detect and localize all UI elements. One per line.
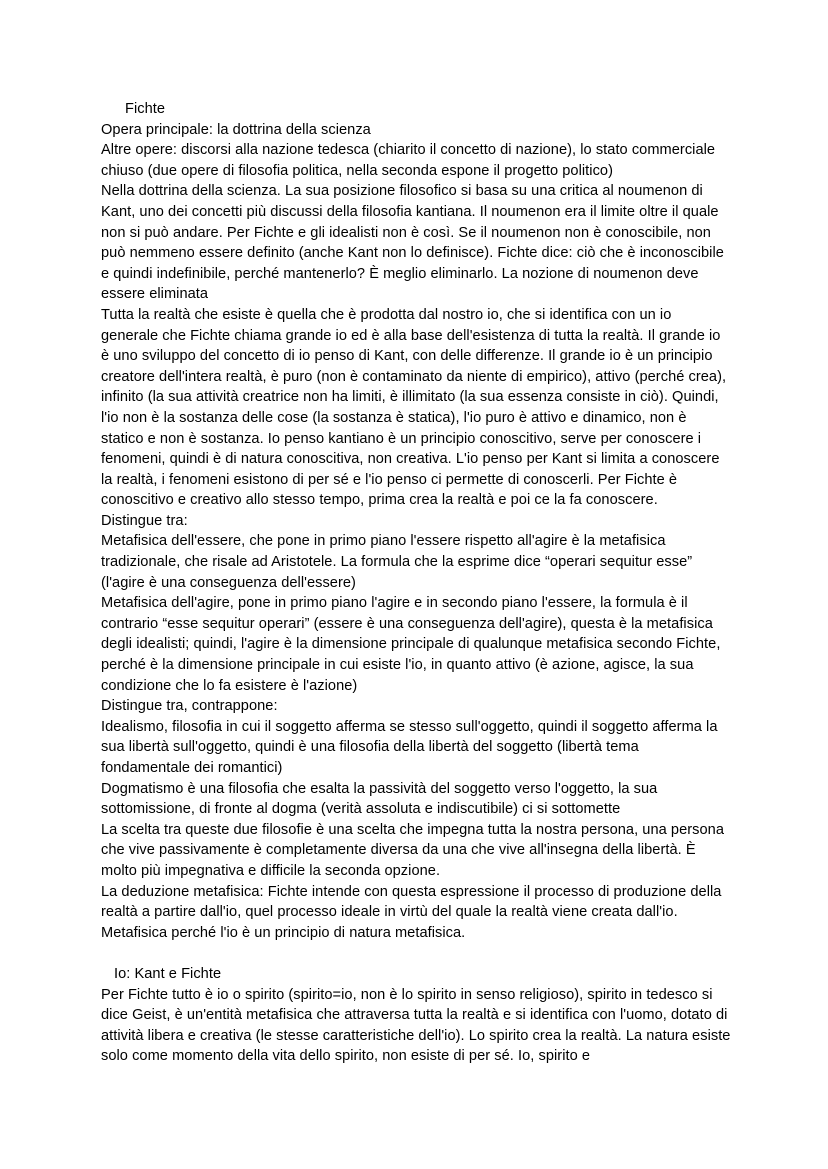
- paragraph: La deduzione metafisica: Fichte intende con questa espressione il processo di produzione della realtà a partire dall'io, quel processo ideale in virtù del quale la realtà viene creata dall'io. Metafisica perché l'io è un principio di natura metafisica.: [101, 883, 722, 941]
- paragraph: Metafisica dell'agire, pone in primo piano l'agire e in secondo piano l'essere, la formula è il contrario “esse sequitur operari” (essere è una conseguenza dell'agire), questa è la metafisica degli idealisti; quindi, l'agire è la dimensione principale di qualunque metafisica secondo Fichte, perché è la dimensione principale in cui esiste l'io, in quanto attivo (è azione, agisce, la sua condizione che lo fa esistere è l'azione): [101, 595, 721, 694]
- paragraph: Distingue tra:: [101, 512, 188, 529]
- document-body: [101, 99, 731, 1067]
- section-heading-io-kant-fichte: Io: Kant e Fichte: [114, 965, 222, 982]
- paragraph: Distingue tra, contrappone:: [101, 698, 278, 715]
- paragraph: Per Fichte tutto è io o spirito (spirito=io, non è lo spirito in senso religioso), spirito in tedesco si dice Geist, è un'entità metafisica che attraversa tutta la realtà e si identifica con l'uomo, dotato di attività libera e creativa (le stesse caratteristiche dell'io). Lo spirito crea la realtà. La natura esiste solo come momento della vita dello spirito, non esiste di per sé. Io, spirito e: [101, 986, 731, 1065]
- paragraph: Tutta la realtà che esiste è quella che è prodotta dal nostro io, che si identifica con un io generale che Fichte chiama grande io ed è alla base dell'esistenza di tutta la realtà. Il grande io è uno sviluppo del concetto di io penso di Kant, con delle differenze. Il grande io è un principio creatore dell'intera realtà, è puro (non è contaminato da niente di empirico), attivo (perché crea), infinito (la sua attività creatrice non ha limiti, è illimitato (la sua essenza consiste in ciò). Quindi, l'io non è la sostanza delle cose (la sostanza è statica), l'io puro è attivo e dinamico, non è statico e non è sostanza. Io penso kantiano è un principio conoscitivo, serve per conoscere i fenomeni, quindi è di natura conoscitiva, non creativa. L'io penso per Kant si limita a conoscere la realtà, i fenomeni esistono di per sé e l'io penso ci permette di conoscerli. Per Fichte è conoscitivo e creativo allo stesso tempo, prima crea la realtà e poi ce la fa conoscere.: [101, 306, 727, 509]
- paragraph: Idealismo, filosofia in cui il soggetto afferma se stesso sull'oggetto, quindi il soggetto afferma la sua libertà sull'oggetto, quindi è una filosofia della libertà del soggetto (libertà tema fondamentale dei romantici): [101, 718, 718, 776]
- section-heading-fichte: Fichte: [125, 101, 166, 117]
- blank-line: [101, 943, 731, 964]
- paragraph: Altre opere: discorsi alla nazione tedesca (chiarito il concetto di nazione), lo stato commerciale chiuso (due opere di filosofia politica, nella seconda espone il progetto politico): [101, 142, 716, 179]
- paragraph: Nella dottrina della scienza. La sua posizione filosofico si basa su una critica al noumenon di Kant, uno dei concetti più discussi della filosofia kantiana. Il noumenon era il limite oltre il quale non si può andare. Per Fichte e gli idealisti non è così. Se il noumenon non è conoscibile, non può nemmeno essere definito (anche Kant non lo definisce). Fichte dice: ciò che è inconoscibile e quindi indefinibile, perché mantenerlo? È meglio eliminarlo. La nozione di noumenon deve essere eliminata: [101, 183, 724, 303]
- paragraph: Opera principale: la dottrina della scienza: [101, 121, 371, 138]
- paragraph: Metafisica dell'essere, che pone in primo piano l'essere rispetto all'agire è la metafisica tradizionale, che risale ad Aristotele. La formula che la esprime dice “operari sequitur esse” (l'agire è una conseguenza dell'essere): [101, 533, 693, 591]
- paragraph: Dogmatismo è una filosofia che esalta la passività del soggetto verso l'oggetto, la sua sottomissione, di fronte al dogma (verità assoluta e indiscutibile) ci si sottomette: [101, 780, 658, 818]
- paragraph: La scelta tra queste due filosofie è una scelta che impegna tutta la nostra persona, una persona che vive passivamente è completamente diversa da una che vive all'insegna della libertà. È molto più impegnativa e difficile la seconda opzione.: [101, 821, 725, 879]
